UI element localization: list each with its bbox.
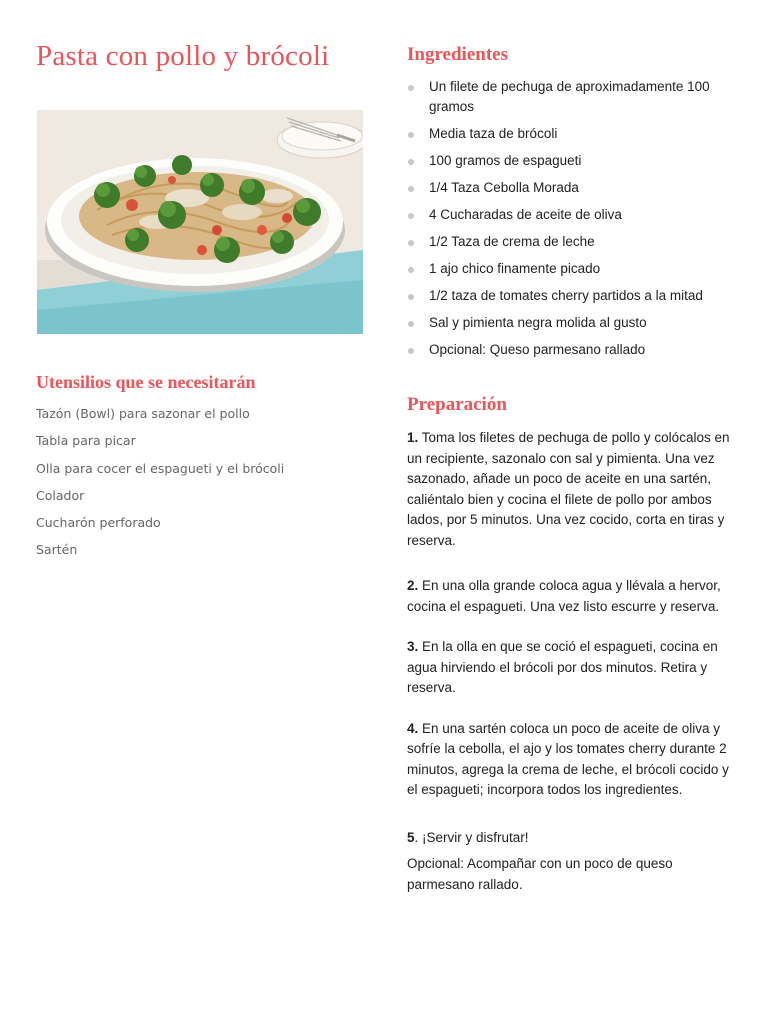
step-3 xyxy=(407,637,737,699)
bullet-icon xyxy=(408,267,414,273)
recipe-title: Pasta con pollo y brócoli xyxy=(36,40,330,72)
preparation-heading: Preparación xyxy=(407,394,507,415)
bullet-icon xyxy=(408,294,414,300)
bullet-icon xyxy=(408,348,414,354)
step-text: Toma los filetes de pechuga de pollo y colócalos en un recipiente, sazonalo con sal y pimienta. Una vez sazonado, añade un poco de aceite en una sartén, caliéntalo bien y cocina el filete de pollo por ambos lados, por 5 minutos. Una vez cocido, corta en tiras y reserva. xyxy=(407,430,730,548)
step-text: En una olla grande coloca agua y llévala a hervor, cocina el espagueti. Una vez listo escurre y reserva. xyxy=(407,578,721,614)
step-number: 2. xyxy=(407,578,419,593)
optional-note: Opcional: Acompañar con un poco de queso parmesano rallado. xyxy=(407,856,673,892)
list-item: Tabla para picar xyxy=(36,433,136,449)
list-item xyxy=(407,232,747,252)
preparation-steps xyxy=(407,428,737,895)
ingredient-text: 1/2 taza de tomates cherry partidos a la mitad xyxy=(429,288,703,303)
ingredient-text: 4 Cucharadas de aceite de oliva xyxy=(429,207,622,222)
step-text: En una sartén coloca un poco de aceite de oliva y sofríe la cebolla, el ajo y los tomates cherry durante 2 minutos, agrega la crema de leche, el brócoli cocido y el espagueti; incorpora todos los ingredientes. xyxy=(407,720,729,797)
step-number: 5 xyxy=(407,829,415,845)
list-item xyxy=(407,313,747,333)
list-item xyxy=(407,77,747,117)
bullet-icon xyxy=(408,85,414,91)
ingredient-text: Sal y pimienta negra molida al gusto xyxy=(429,315,647,330)
list-item: Olla para cocer el espagueti y el brócoli xyxy=(36,460,285,476)
list-item xyxy=(407,286,747,306)
list-item: Tazón (Bowl) para sazonar el pollo xyxy=(36,406,250,421)
ingredient-text: 1 ajo chico finamente picado xyxy=(429,261,601,276)
utensils-list xyxy=(36,405,284,569)
step-4 xyxy=(407,719,737,801)
ingredients-list xyxy=(407,77,747,367)
bullet-icon xyxy=(408,132,414,138)
step-text: En la olla en que se coció el espagueti, cocina en agua hirviendo el brócoli por dos minutos. Retira y reserva. xyxy=(407,639,718,695)
bullet-icon xyxy=(408,186,414,192)
ingredient-text: Opcional: Queso parmesano rallado xyxy=(429,342,646,357)
ingredients-heading: Ingredientes xyxy=(407,44,508,65)
list-item xyxy=(407,124,747,144)
bullet-icon xyxy=(408,321,414,327)
list-item xyxy=(407,259,747,279)
utensils-heading: Utensilios que se necesitarán xyxy=(36,372,256,392)
step-2 xyxy=(407,576,737,617)
list-item xyxy=(407,151,747,171)
recipe-photo xyxy=(37,110,363,334)
list-item: Colador xyxy=(36,487,85,503)
step-text: . ¡Servir y disfrutar! xyxy=(414,829,529,845)
bullet-icon xyxy=(408,213,414,219)
list-item xyxy=(407,340,747,360)
step-number: 4. xyxy=(407,720,419,736)
list-item xyxy=(407,205,747,225)
step-number: 3. xyxy=(407,639,419,654)
step-number: 1. xyxy=(407,430,419,445)
bullet-icon xyxy=(408,159,414,165)
ingredient-text: 1/2 Taza de crema de leche xyxy=(429,234,595,249)
step-5 xyxy=(407,828,737,849)
ingredient-text: Un filete de pechuga de aproximadamente 100 gramos xyxy=(429,79,710,114)
ingredient-text: 100 gramos de espagueti xyxy=(429,153,582,168)
ingredient-text: Media taza de brócoli xyxy=(429,126,558,141)
step-1 xyxy=(407,428,737,551)
list-item: Sartén xyxy=(36,542,78,558)
ingredient-text: 1/4 Taza Cebolla Morada xyxy=(429,180,579,195)
bullet-icon xyxy=(408,240,414,246)
list-item: Cucharón perforado xyxy=(36,515,161,531)
list-item xyxy=(407,178,747,198)
